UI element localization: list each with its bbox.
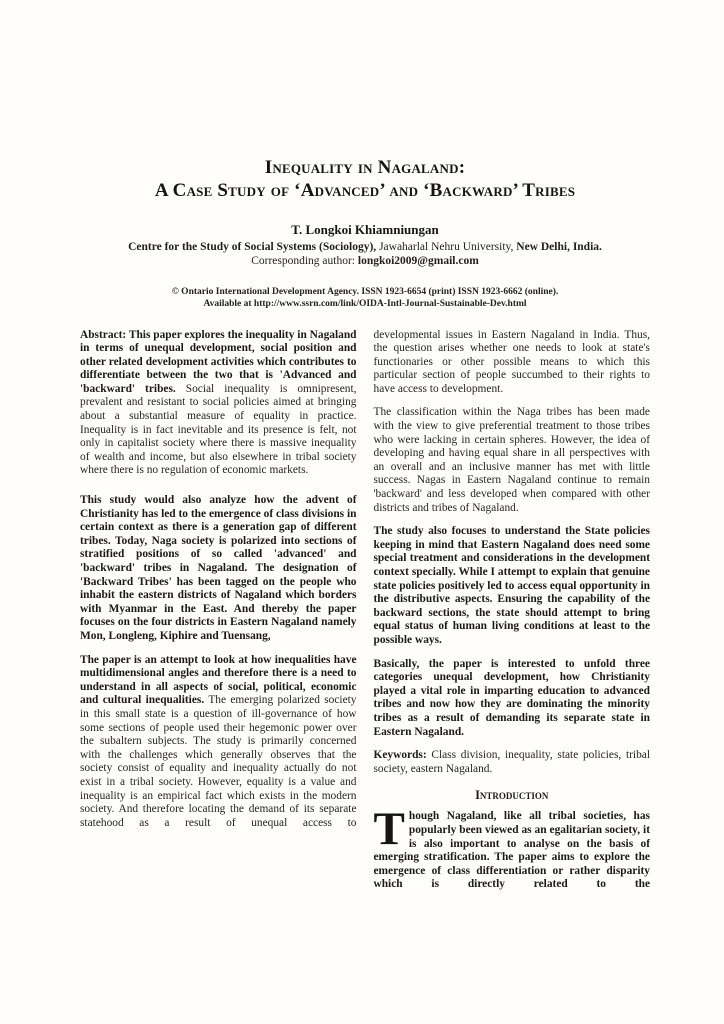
- availability-url: Available at http://www.ssrn.com/link/OIDA-Intl-Journal-Sustainable-Dev.html: [203, 298, 527, 309]
- abstract-regular-text: Social inequality is omnipresent, prevalent and resistant to social policies aimed at bringing about a substantial measure of equality in practice. Inequality is in fact inevitable and its presence is felt, not only in capitalist society where there is massive inequality of wealth and income, but also elsewhere in tribal society where there is no regulation of economic markets.: [80, 382, 357, 477]
- introduction-text: hough Nagaland, like all tribal societies, has popularly been viewed as an egalitarian society, it is also important to analyse on the basis of emerging stratification. The paper aims to explore the emergence of class differentiation or rather disparity which is directly related to the: [373, 810, 650, 891]
- inequality-angles-paragraph: [80, 654, 357, 831]
- paragraph-bold-lead: The paper is an attempt to look at how inequalities have multidimensional angles and therefore there is a need to understand in all aspects of social, political, economic and cultural inequalities.: [80, 653, 357, 707]
- publisher-block: [80, 286, 650, 310]
- classification-paragraph: The classification within the Naga tribes has been made with the view to give preferential treatment to those tribes who were lacking in certain spheres. However, the idea of developing and having equal share in all perspectives with an overall and an inclusive manner has met with little success. Nagas in Eastern Nagaland continue to remain 'backward' and less developed when compared with other districts and tribes of Nagaland.: [373, 406, 650, 514]
- corresponding-author: [80, 254, 650, 269]
- introduction-paragraph: [373, 803, 651, 892]
- affiliation-institution: Centre for the Study of Social Systems (Sociology),: [128, 240, 377, 253]
- two-column-body: [80, 329, 650, 902]
- page-content: [80, 156, 650, 902]
- development-issues-paragraph: developmental issues in Eastern Nagaland in India. Thus, the question arises whether one needs to look at state's functionaries or other possible means to which this particular section of people succumbed to their rights to have access to development.: [373, 328, 650, 395]
- drop-cap: T: [373, 803, 405, 856]
- paper-title-line-1: Inequality in Nagaland:: [264, 157, 466, 178]
- paragraph-regular-text: The emerging polarized society in this small state is a question of ill-governance of how some sections of people used their hegemonic power over the subaltern subjects. The study is primarily concerned with the challenges which generally observes that the society consist of equality and inequality actually do not exist in a tribal society. However, equality is a value and inequality is an empirical fact which exists in the modern society. And therefore locating the demand of its separate statehood as a result of unequal access to: [80, 694, 357, 829]
- right-column: [374, 329, 651, 902]
- abstract-paragraph: [80, 329, 357, 479]
- paper-title: [80, 156, 650, 202]
- author-name: T. Longkoi Khiamniungan: [291, 222, 439, 237]
- corresponding-email: longkoi2009@gmail.com: [357, 255, 479, 267]
- author-affiliation: [80, 240, 650, 255]
- paper-title-line-2: A Case Study of ‘Advanced’ and ‘Backward’ Tribes: [154, 180, 576, 201]
- abstract-label: Abstract:: [80, 328, 127, 341]
- affiliation-university: Jawaharlal Nehru University,: [376, 240, 514, 253]
- author-block: [80, 223, 650, 269]
- corresponding-label: Corresponding author:: [251, 255, 358, 267]
- introduction-heading: Introduction: [475, 788, 549, 803]
- keywords-text: Class division, inequality, state policies, tribal society, eastern Nagaland.: [373, 749, 650, 775]
- state-policies-paragraph: The study also focuses to understand the State policies keeping in mind that Eastern Nagaland does need some special treatment and considerations in the development context specially. While I attempt to explain that genuine state policies positively led to access equal opportunity in the distributive aspects. Ensuring the capability of the backward sections, the state should attempt to bring equal status of human living conditions at least to the possible ways.: [373, 525, 650, 646]
- left-column: [80, 329, 357, 902]
- abstract-bold-text: This paper explores the inequality in Nagaland in terms of unequal development, social position and other related development activities which contributes to differentiate between the two that is 'Advanced and 'backward' tribes.: [80, 328, 357, 395]
- copyright-notice: © Ontario International Development Agency. ISSN 1923-6654 (print) ISSN 1923-6662 (online).: [171, 286, 559, 297]
- study-analysis-paragraph: This study would also analyze how the advent of Christianity has led to the emergence of class divisions in certain context as there is a generation gap of different tribes. Today, Naga society is polarized into sections of stratified positions of so called 'advanced' and 'backward' tribes in Nagaland. The designation of 'Backward Tribes' has been tagged on the people who inhabit the eastern districts of Nagaland which borders with Myanmar in the East. And thereby the paper focuses on the four districts in Eastern Nagaland namely Mon, Longleng, Kiphire and Tuensang,: [80, 494, 357, 642]
- keywords-label: Keywords:: [373, 749, 427, 762]
- affiliation-location: New Delhi, India.: [513, 240, 602, 253]
- keywords-line: [374, 749, 651, 776]
- three-categories-paragraph: Basically, the paper is interested to unfold three categories unequal development, how Christianity played a vital role in imparting education to advanced tribes and now how they are dominating the minority tribes as a result of demanding its separate state in Eastern Nagaland.: [373, 657, 650, 738]
